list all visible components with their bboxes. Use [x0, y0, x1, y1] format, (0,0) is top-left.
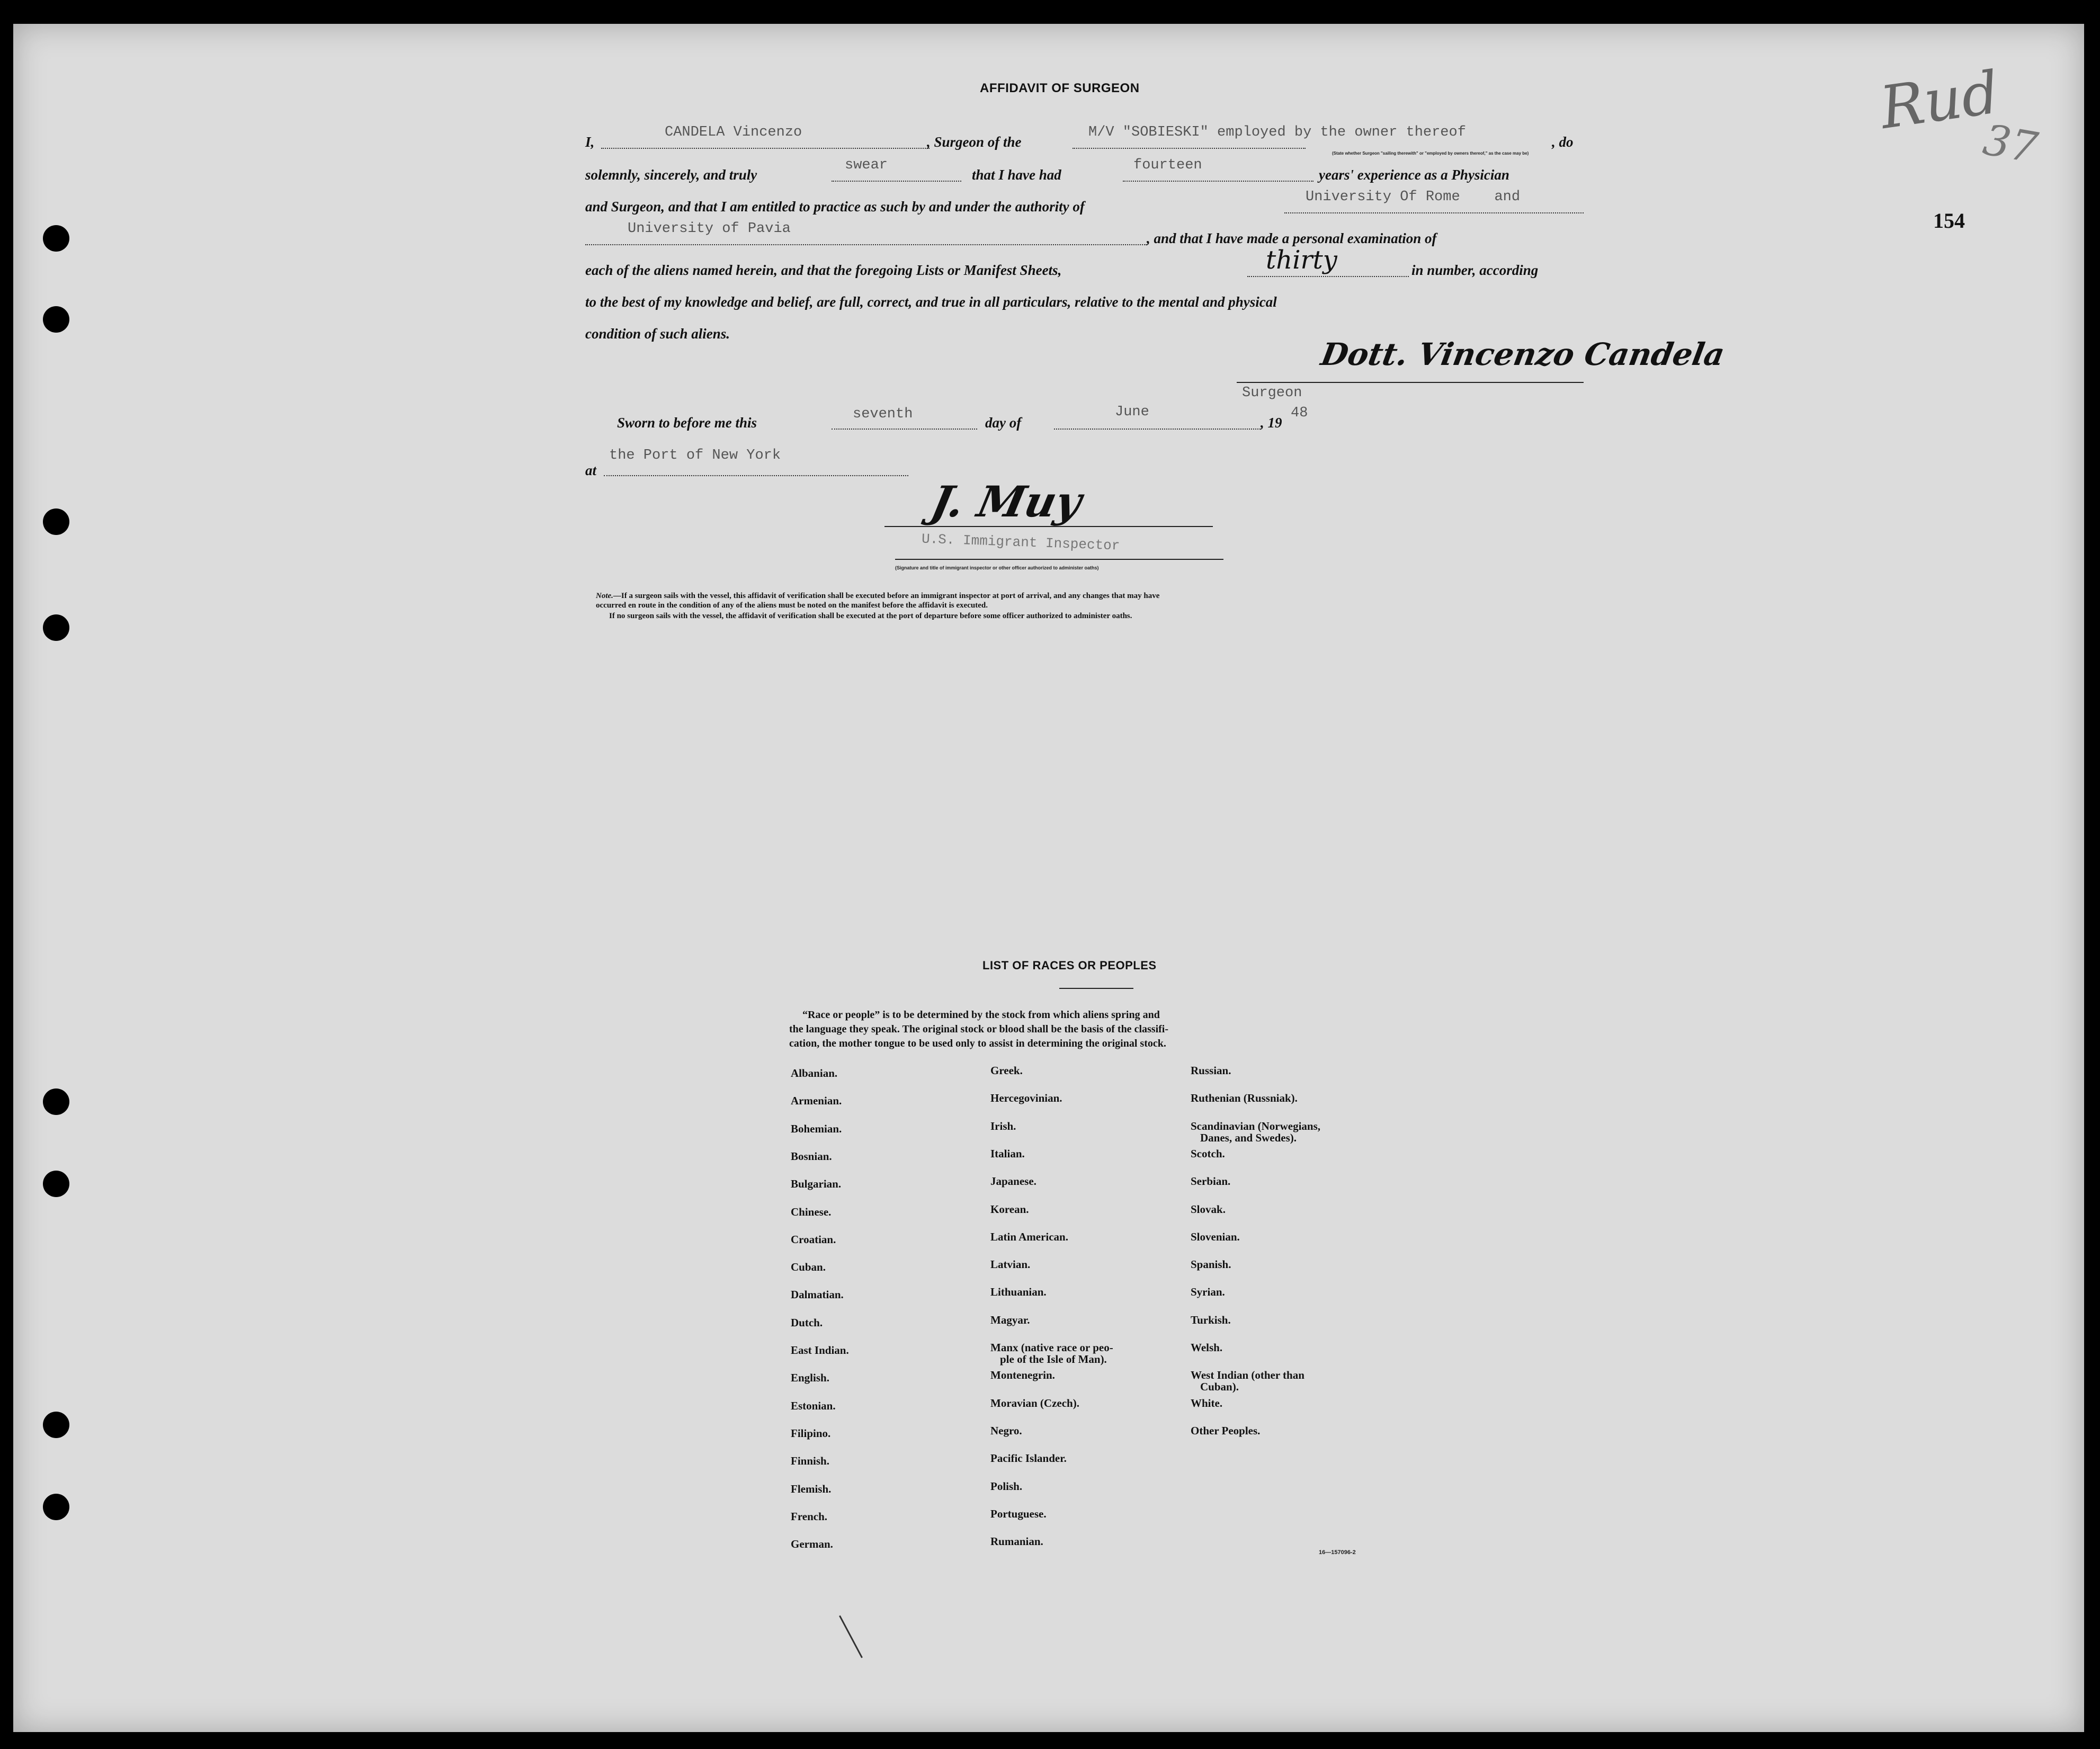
race-item: Scandinavian (Norwegians, Danes, and Swedes).	[1191, 1120, 1321, 1144]
race-item: Estonian.	[791, 1399, 836, 1412]
in-number-label: in number, according	[1411, 262, 1539, 278]
note-line-1	[596, 592, 1159, 601]
solemnly-label: solemnly, sincerely, and truly	[585, 167, 757, 183]
race-item: Moravian (Czech).	[990, 1397, 1079, 1409]
place-value: the Port of New York	[609, 448, 781, 463]
i-label: I,	[585, 134, 595, 150]
race-item: Finnish.	[791, 1454, 829, 1467]
vessel-line	[1073, 148, 1306, 149]
races-intro-1: “Race or people” is to be determined by the stock from which aliens spring and	[802, 1009, 1160, 1021]
race-item: French.	[791, 1510, 828, 1523]
race-item: Dutch.	[791, 1316, 823, 1329]
race-item: Russian.	[1191, 1064, 1231, 1077]
month-line	[1054, 429, 1261, 430]
surgeon-of-label: , Surgeon of the	[927, 134, 1022, 150]
sheets-line	[1247, 276, 1409, 277]
had-label: that I have had	[972, 167, 1061, 183]
punch-hole	[43, 1171, 69, 1197]
authority-value-2: University of Pavia	[628, 221, 791, 237]
race-item: Negro.	[990, 1424, 1022, 1437]
document-page	[13, 24, 2084, 1732]
signature-line	[1237, 382, 1584, 383]
punch-hole	[43, 1412, 69, 1438]
affidavit-title: AFFIDAVIT OF SURGEON	[980, 81, 1140, 95]
sheets-count: thirty	[1266, 245, 1337, 275]
punch-hole	[43, 508, 69, 535]
race-item: Other Peoples.	[1191, 1424, 1261, 1437]
race-item: Bosnian.	[791, 1150, 832, 1163]
surgeon-caption: Surgeon	[1242, 385, 1302, 401]
surgeon-signature: Dott. Vincenzo Candela	[1318, 336, 1728, 372]
note-line-2: occurred en route in the condition of any of the aliens must be noted on the manifest before the affidavit is executed.	[596, 601, 988, 610]
race-item: Armenian.	[791, 1094, 842, 1107]
inspector-caption: (Signature and title of immigrant inspector or other officer authorized to administer oaths)	[895, 565, 1099, 570]
race-item: Lithuanian.	[990, 1286, 1047, 1298]
race-item: Latin American.	[990, 1230, 1068, 1243]
years-line	[1123, 181, 1313, 182]
note-lead: Note.—	[596, 592, 621, 600]
margin-number: 37	[1979, 114, 2042, 173]
race-item: Welsh.	[1191, 1341, 1223, 1354]
race-item: Italian.	[990, 1147, 1025, 1160]
note-line-3: If no surgeon sails with the vessel, the affidavit of verification shall be executed at the port of departure before some officer authorized to administer oaths.	[609, 612, 1132, 620]
examination-label: , and that I have made a personal examination of	[1147, 230, 1437, 246]
race-item: East Indian.	[791, 1344, 849, 1357]
race-item: Albanian.	[791, 1067, 838, 1079]
punch-hole	[43, 614, 69, 641]
race-item: Polish.	[990, 1480, 1023, 1493]
races-title-rule	[1059, 988, 1133, 989]
race-item: White.	[1191, 1397, 1223, 1409]
year-suffix: 48	[1291, 405, 1308, 421]
authority-value-1: University Of Rome and	[1306, 189, 1521, 205]
races-intro-3: cation, the mother tongue to be used only to assist in determining the original stock.	[789, 1038, 1166, 1049]
year-prefix: , 19	[1261, 415, 1282, 431]
race-item: Manx (native race or peo- ple of the Isle of Man).	[990, 1341, 1113, 1366]
race-item: Bulgarian.	[791, 1177, 842, 1190]
month-value: June	[1115, 404, 1149, 420]
oath-word: swear	[845, 157, 888, 173]
race-item: Cuban.	[791, 1261, 826, 1273]
race-item: Rumanian.	[990, 1535, 1043, 1548]
punch-hole	[43, 1088, 69, 1115]
race-item: Serbian.	[1191, 1175, 1231, 1188]
race-item: Greek.	[990, 1064, 1023, 1077]
race-item: Turkish.	[1191, 1314, 1231, 1326]
surgeon-name-line	[601, 148, 930, 149]
day-value: seventh	[853, 406, 913, 422]
race-item: Portuguese.	[990, 1507, 1047, 1520]
race-item: Bohemian.	[791, 1122, 842, 1135]
do-label: , do	[1552, 134, 1574, 150]
race-item: Korean.	[990, 1203, 1029, 1216]
condition-label: condition of such aliens.	[585, 326, 730, 342]
race-item: Japanese.	[990, 1175, 1036, 1188]
inspector-title: U.S. Immigrant Inspector	[921, 531, 1120, 554]
race-item: Slovak.	[1191, 1203, 1226, 1216]
years-value: fourteen	[1133, 157, 1202, 173]
place-line	[604, 475, 908, 476]
race-item: Flemish.	[791, 1483, 832, 1495]
race-item: Magyar.	[990, 1314, 1030, 1326]
aliens-label: each of the aliens named herein, and that the foregoing Lists or Manifest Sheets,	[585, 262, 1062, 278]
race-item: Ruthenian (Russniak).	[1191, 1092, 1298, 1104]
race-item: Slovenian.	[1191, 1230, 1240, 1243]
race-item: Spanish.	[1191, 1258, 1231, 1271]
race-item: Pacific Islander.	[990, 1452, 1067, 1465]
punch-hole	[43, 306, 69, 333]
race-item: Irish.	[990, 1120, 1016, 1132]
authority-label: and Surgeon, and that I am entitled to practice as such by and under the authority of	[585, 199, 1085, 215]
race-item: Croatian.	[791, 1233, 836, 1246]
form-code: 16—157096-2	[1319, 1549, 1356, 1556]
day-line	[832, 429, 977, 430]
race-item: Syrian.	[1191, 1286, 1225, 1298]
authority-line-1	[1284, 212, 1584, 213]
race-item: Dalmatian.	[791, 1288, 844, 1301]
inspector-caption-line	[895, 559, 1223, 560]
inspector-line	[884, 526, 1213, 527]
note-text-1: If a surgeon sails with the vessel, this affidavit of verification shall be executed before an immigrant inspector at port of arrival, and any changes that may have	[621, 592, 1160, 600]
oath-line	[832, 181, 961, 182]
authority-line-2	[585, 244, 1147, 245]
race-item: Hercegovinian.	[990, 1092, 1062, 1104]
punch-hole	[43, 1494, 69, 1520]
margin-note: Rud	[1876, 58, 2003, 142]
at-label: at	[585, 462, 597, 478]
race-item: Filipino.	[791, 1427, 831, 1440]
page-number: 154	[1933, 209, 1965, 233]
race-item: Latvian.	[990, 1258, 1031, 1271]
races-intro-2: the language they speak. The original stock or blood shall be the basis of the classifi-	[789, 1023, 1168, 1035]
race-item: West Indian (other than Cuban).	[1191, 1369, 1304, 1393]
race-item: German.	[791, 1538, 833, 1550]
experience-label: years' experience as a Physician	[1319, 167, 1509, 183]
sworn-label: Sworn to before me this	[617, 415, 757, 431]
bracket-note: (State whether Surgeon "sailing therewith" or "employed by owners thereof," as the case may be)	[1332, 151, 1529, 156]
race-item: English.	[791, 1371, 829, 1384]
vessel-name: M/V "SOBIESKI" employed by the owner thereof	[1088, 124, 1466, 140]
races-title: LIST OF RACES OR PEOPLES	[982, 959, 1157, 972]
race-item: Montenegrin.	[990, 1369, 1055, 1381]
knowledge-label: to the best of my knowledge and belief, are full, correct, and true in all particulars, relative to the mental and physical	[585, 294, 1277, 310]
surgeon-name: CANDELA Vincenzo	[665, 124, 802, 140]
race-item: Chinese.	[791, 1206, 832, 1218]
race-item: Scotch.	[1191, 1147, 1225, 1160]
stray-mark	[839, 1616, 863, 1658]
inspector-signature: J. Muy	[927, 477, 1086, 527]
day-of-label: day of	[985, 415, 1022, 431]
punch-hole	[43, 225, 69, 252]
